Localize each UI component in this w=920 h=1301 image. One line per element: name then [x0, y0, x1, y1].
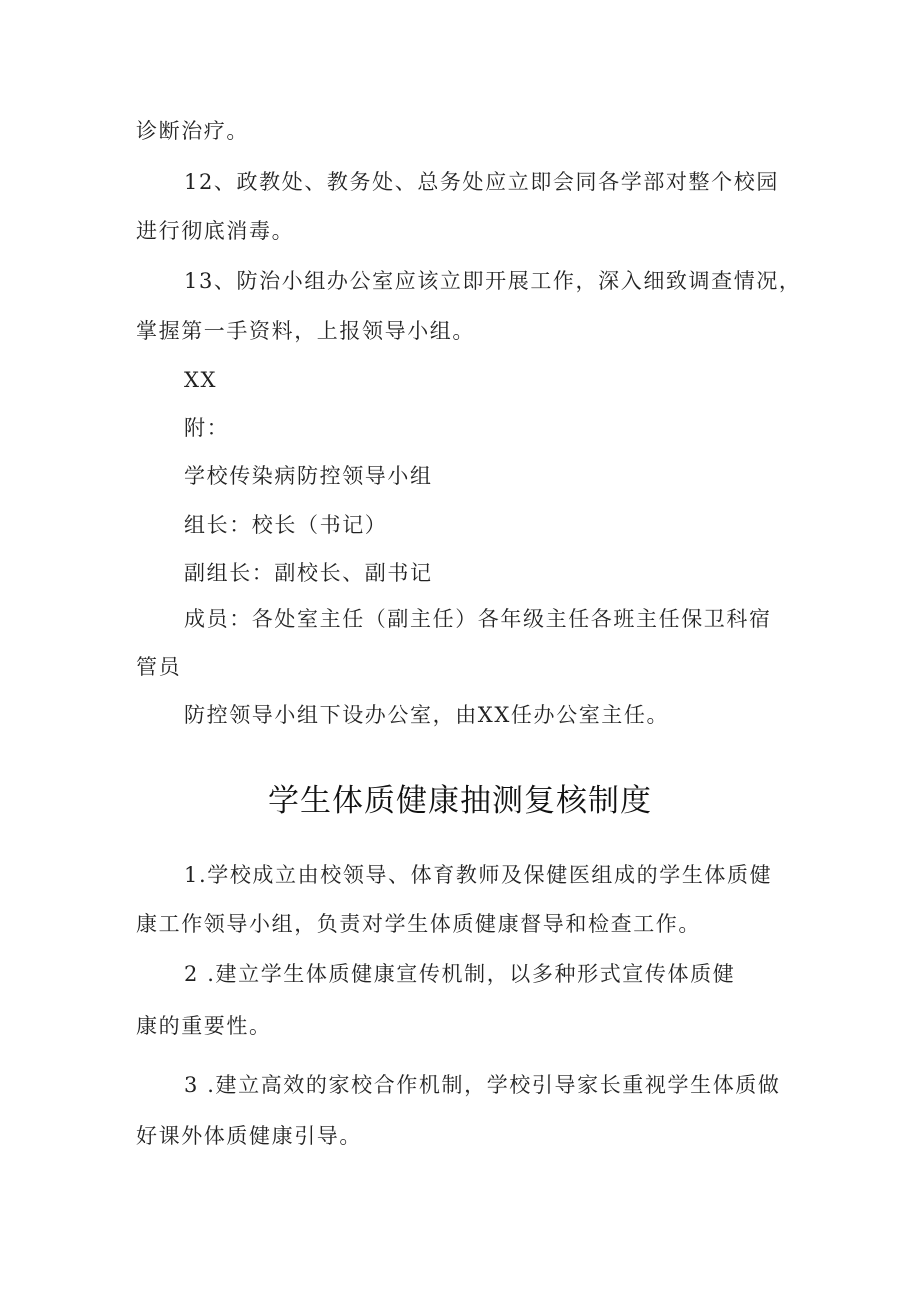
signature-text: XX: [184, 368, 218, 392]
text-line: 掌握第一手资料，上报领导小组。: [136, 319, 475, 343]
text-line: 管员: [136, 655, 182, 679]
appendix-label: 附：: [184, 416, 230, 440]
list-item-12: 12、政教处、教务处、总务处应立即会同各学部对整个校园: [184, 170, 779, 194]
text-line: 康工作领导小组，负责对学生体质健康督导和检查工作。: [136, 912, 701, 936]
text-line: 康的重要性。: [136, 1014, 272, 1038]
list-item-3: 3 .建立高效的家校合作机制，学校引导家长重视学生体质做: [184, 1073, 781, 1097]
list-item-2: 2 .建立学生体质健康宣传机制，以多种形式宣传体质健: [184, 962, 736, 986]
list-item-1: 1.学校成立由校领导、体育教师及保健医组成的学生体质健: [184, 863, 773, 887]
section-title: 学生体质健康抽测复核制度: [268, 783, 652, 819]
text-line: 进行彻底消毒。: [136, 219, 295, 243]
members: 成员：各处室主任（副主任）各年级主任各班主任保卫科宿: [184, 607, 772, 631]
group-leader: 组长：校长（书记）: [184, 513, 388, 537]
text-line: 诊断治疗。: [136, 119, 249, 143]
text-line: 好课外体质健康引导。: [136, 1124, 362, 1148]
group-name: 学校传染病防控领导小组: [184, 464, 433, 488]
list-item-13: 13、防治小组办公室应该立即开展工作，深入细致调查情况，: [184, 269, 802, 293]
office-note: 防控领导小组下设办公室，由XX任办公室主任。: [184, 703, 670, 727]
deputy-leader: 副组长：副校长、副书记: [184, 561, 433, 585]
